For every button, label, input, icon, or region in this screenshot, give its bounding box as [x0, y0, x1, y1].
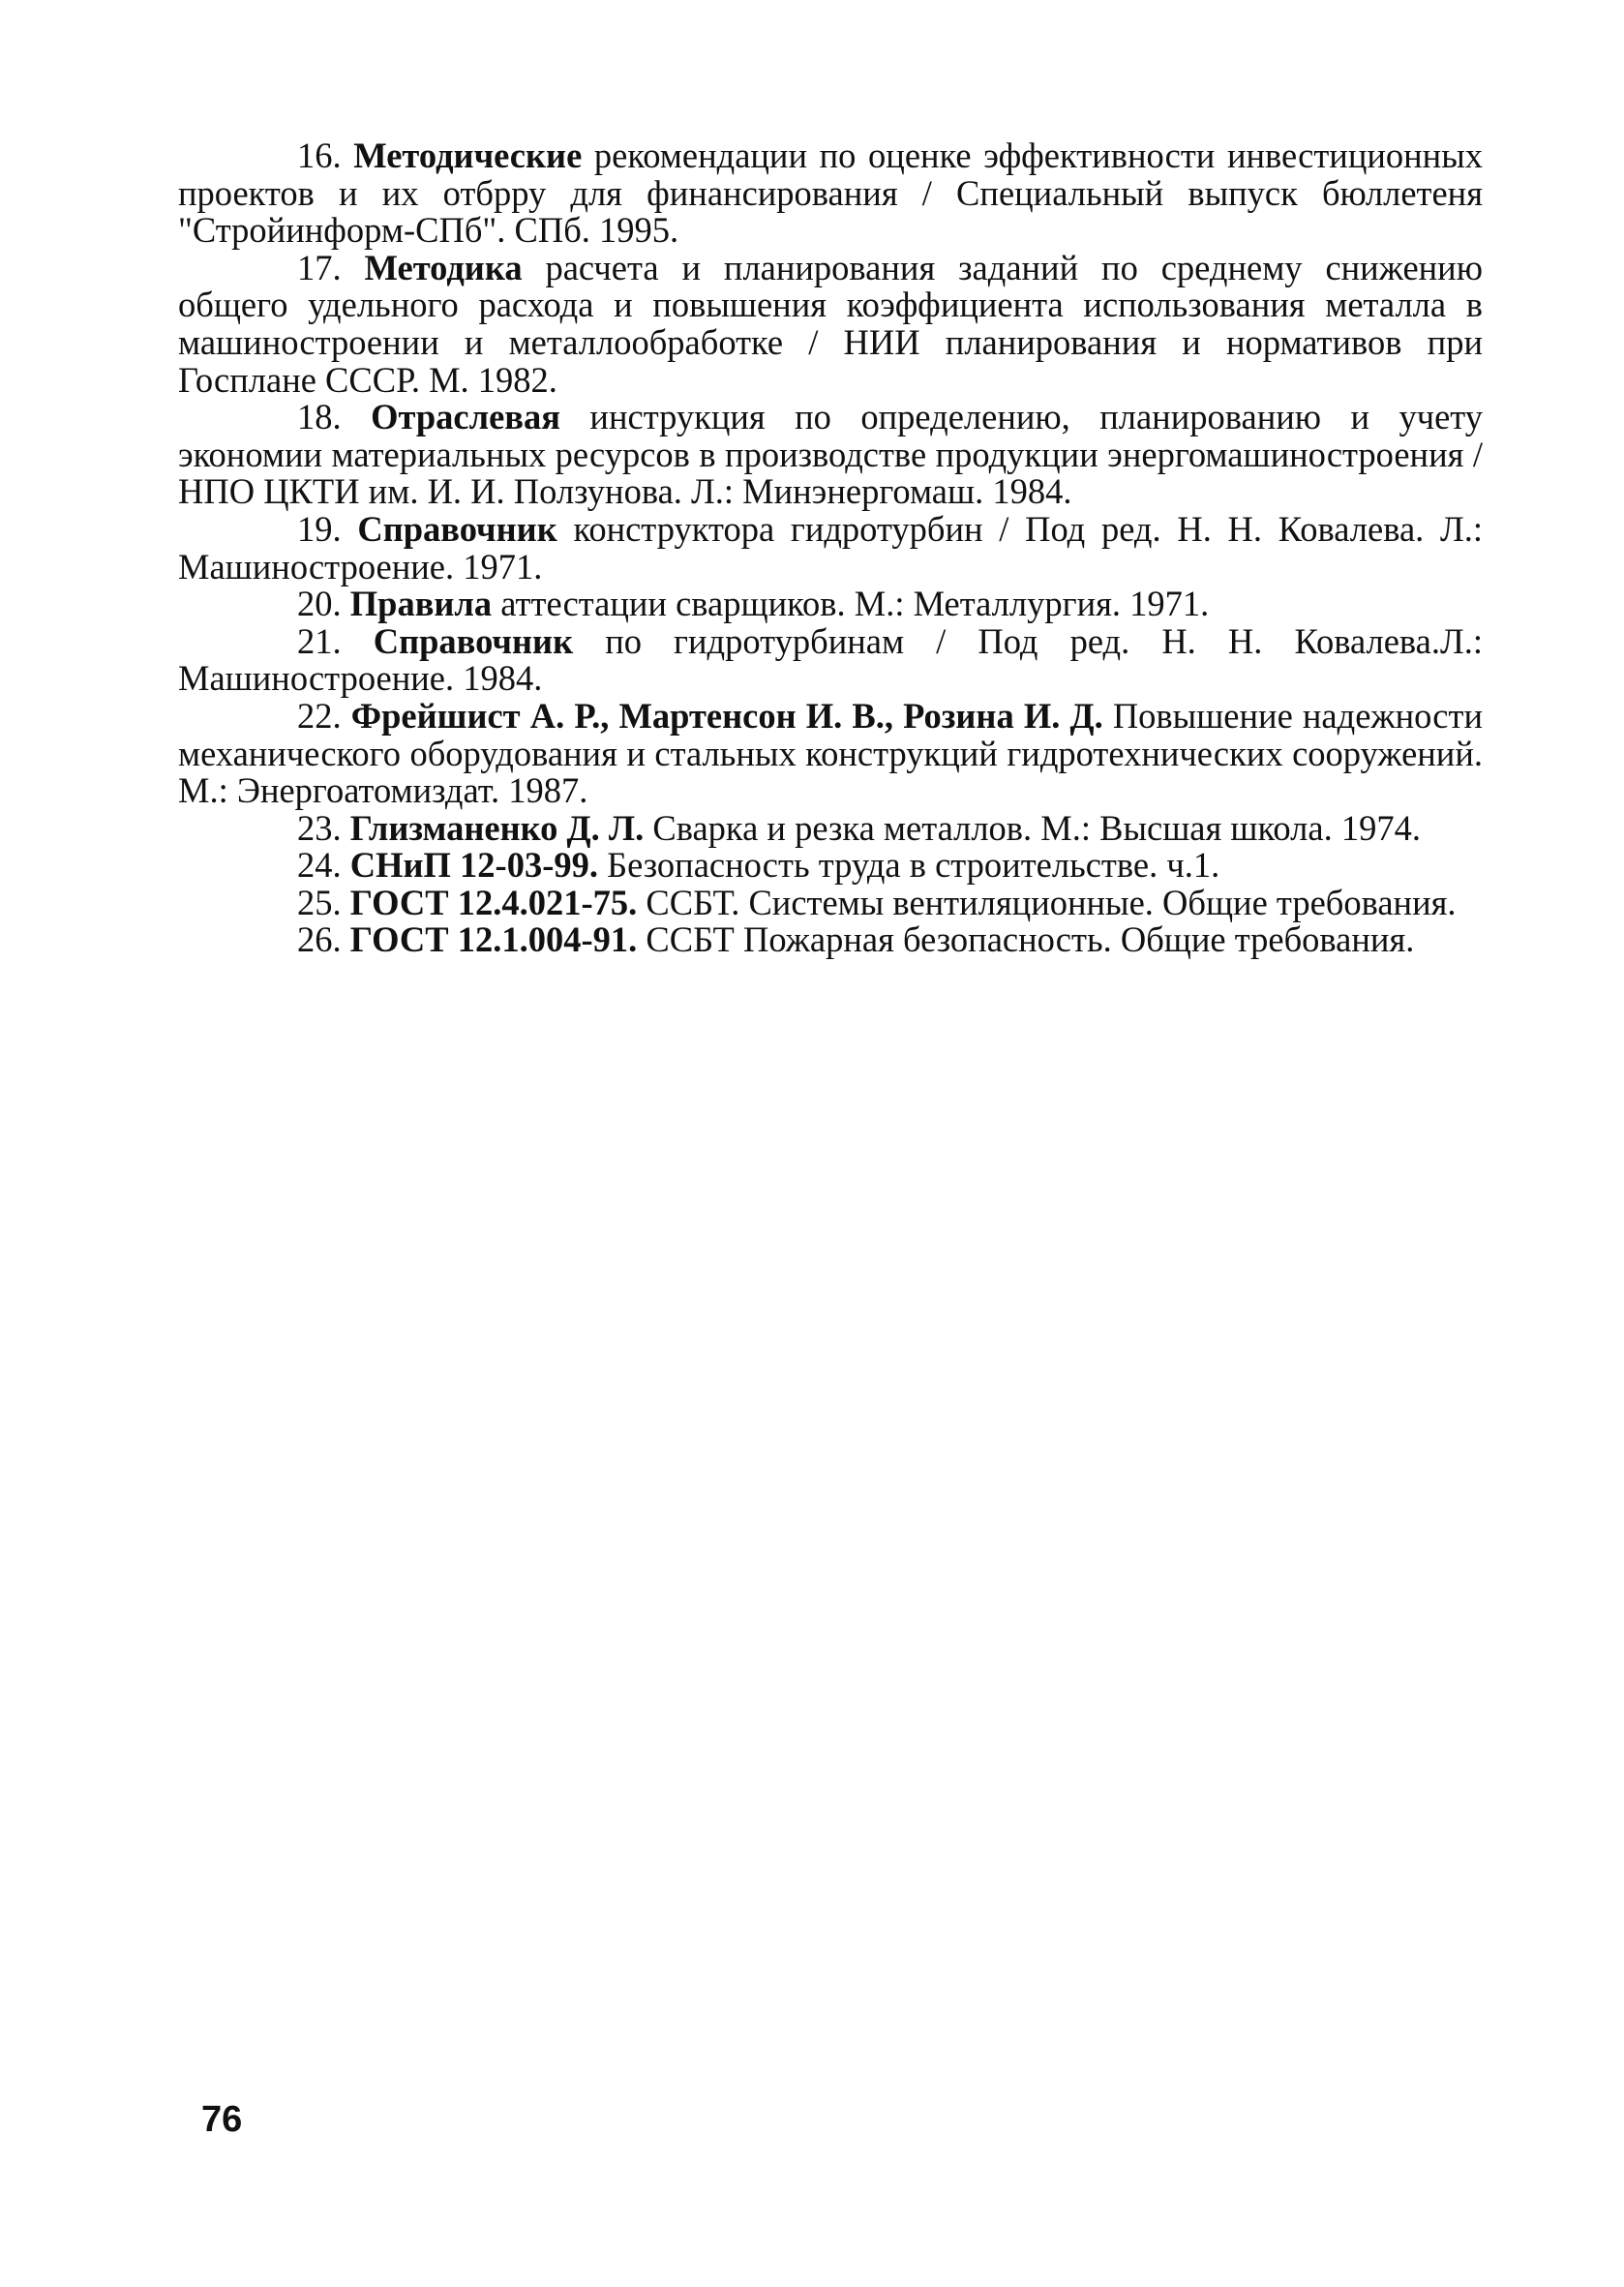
reference-text: Сварка и резка металлов. М.: Высшая школа. 1974.	[644, 807, 1421, 848]
reference-text: Безопасность труда в строительстве. ч.1.	[597, 845, 1220, 886]
reference-item	[178, 695, 1483, 811]
reference-text: ССБТ. Системы вентиляционные. Общие требования.	[637, 882, 1457, 922]
reference-number: 21.	[297, 620, 342, 661]
reference-number: 22.	[297, 695, 342, 736]
reference-bold-lead: Фрейшист А. Р., Мартенсон И. В., Розина И. Д.	[350, 695, 1103, 736]
reference-item	[178, 137, 1483, 250]
reference-number: 18.	[297, 397, 342, 437]
reference-number: 23.	[297, 807, 342, 848]
reference-text: по гидротурбинам / Под ред. Н. Н. Ковалева.Л.: Машиностроение. 1984.	[178, 620, 1484, 699]
reference-bold-lead: Глизманенко Д. Л.	[349, 807, 645, 848]
reference-text: ССБТ Пожарная безопасность. Общие требования.	[637, 919, 1415, 960]
reference-item	[178, 847, 1483, 885]
reference-list	[178, 137, 1483, 959]
reference-bold-lead: СНиП 12-03-99.	[349, 845, 598, 886]
reference-number: 16.	[297, 135, 342, 175]
reference-bold-lead: ГОСТ 12.4.021-75.	[349, 882, 638, 922]
reference-text: расчета и планирования заданий по среднему снижению общего удельного расхода и повышения коэффициента использования металла в машиностроении и металлообработке / НИИ планирования и нормативов при Госплане СССР. М. 1982.	[178, 247, 1483, 400]
reference-number: 17.	[297, 247, 342, 287]
reference-bold-lead: Справочник	[373, 620, 574, 661]
reference-number: 25.	[297, 882, 342, 922]
reference-item	[178, 247, 1483, 400]
reference-bold-lead: Правила	[349, 584, 493, 624]
reference-number: 26.	[297, 919, 342, 960]
reference-number: 19.	[297, 508, 342, 549]
reference-item	[178, 807, 1483, 848]
reference-bold-lead: Методические	[353, 135, 583, 175]
reference-bold-lead: Справочник	[357, 508, 557, 549]
reference-bold-lead: ГОСТ 12.1.004-91.	[349, 919, 638, 960]
reference-item	[178, 921, 1483, 959]
reference-item	[178, 620, 1484, 699]
reference-item	[178, 508, 1484, 587]
reference-text: рекомендации по оценке эффективности инвестиционных проектов и их отбрру для финансирования / Специальный выпуск бюллетеня "Стройинформ-СПб". СПб. 1995.	[178, 135, 1483, 251]
reference-item	[178, 586, 1483, 623]
reference-text: Повышение надежности механического оборудования и стальных конструкций гидротехнических сооружений. М.: Энергоатомиздат. 1987.	[178, 695, 1483, 811]
reference-bold-lead: Отраслевая	[371, 397, 560, 437]
reference-item	[178, 882, 1483, 922]
reference-item	[178, 399, 1483, 511]
page-number: 76	[201, 2099, 243, 2140]
reference-text: конструктора гидротурбин / Под ред. Н. Н. Ковалева. Л.: Машиностроение. 1971.	[178, 508, 1484, 587]
reference-number: 20.	[297, 584, 342, 624]
reference-number: 24.	[297, 845, 342, 886]
reference-text: аттестации сварщиков. М.: Металлургия. 1971.	[492, 584, 1210, 624]
reference-text: инструкция по определению, планированию и учету экономии материальных ресурсов в производстве продукции энергомашиностроения / НПО ЦКТИ им. И. И. Ползунова. Л.: Минэнергомаш. 1984.	[178, 397, 1483, 512]
reference-bold-lead: Методика	[364, 247, 523, 287]
